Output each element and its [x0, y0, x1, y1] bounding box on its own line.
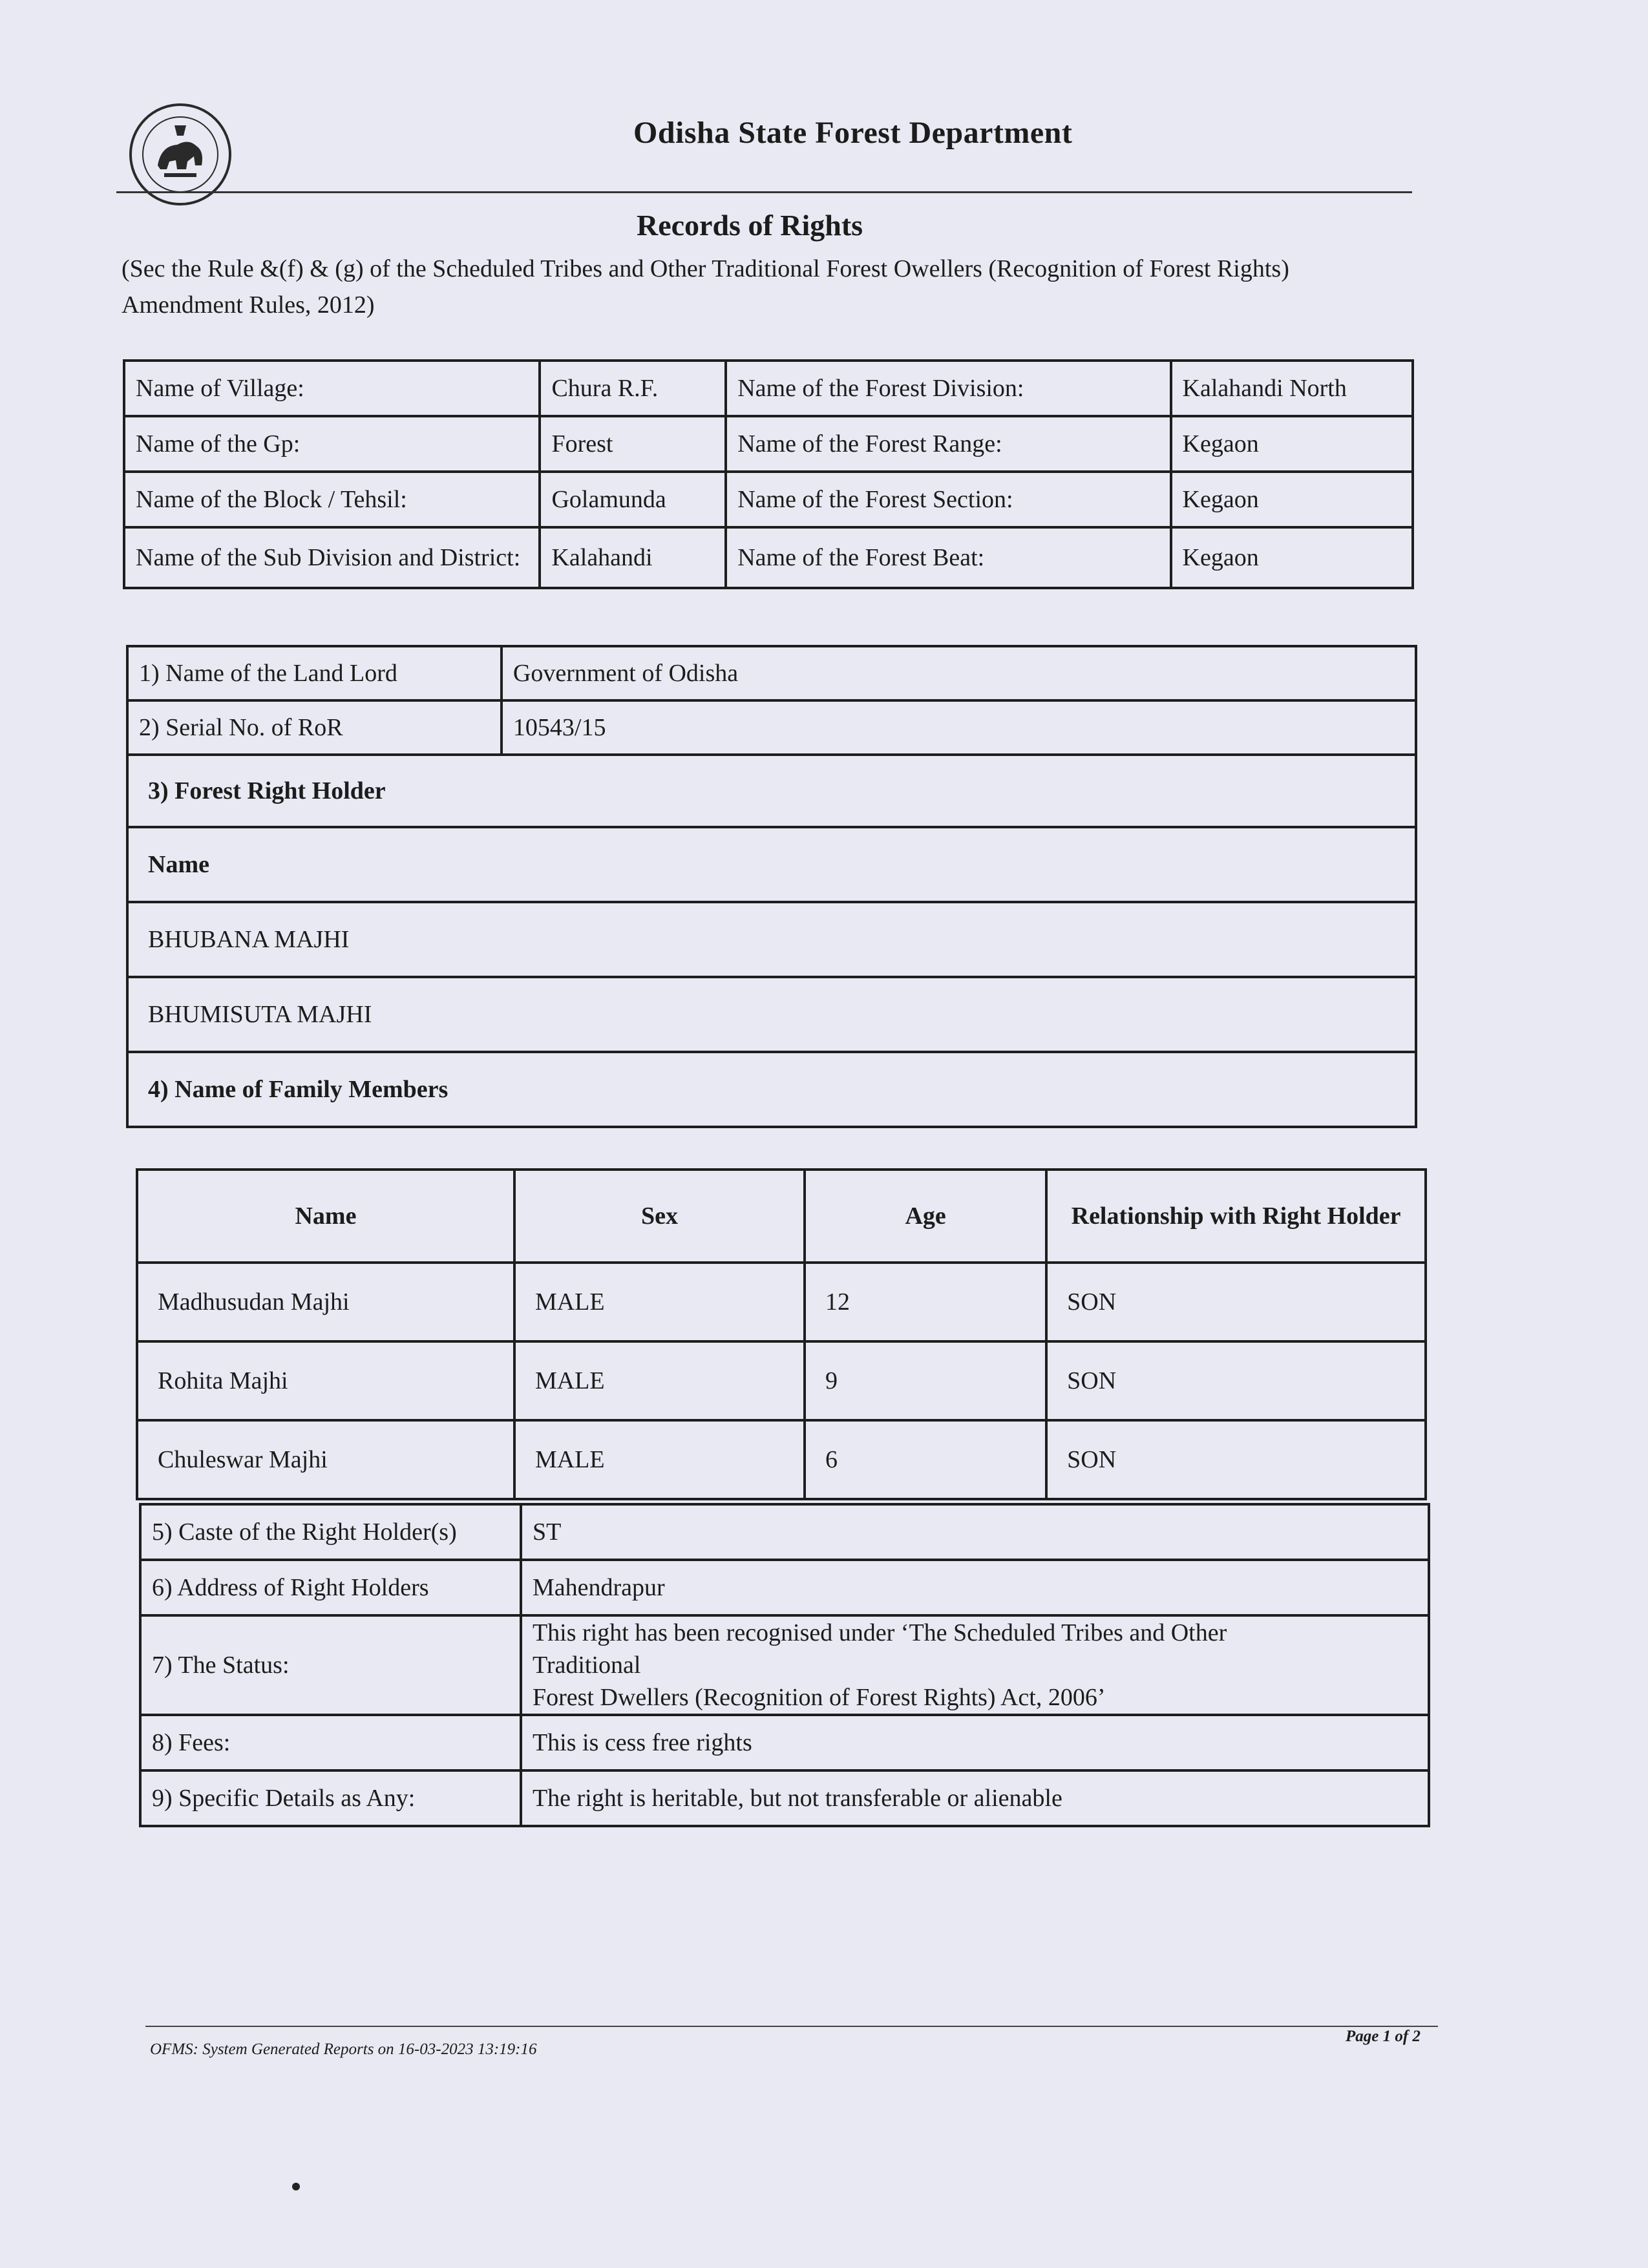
address-value: Mahendrapur	[521, 1560, 1429, 1615]
table-row	[137, 1420, 1426, 1499]
member-relationship: SON	[1046, 1420, 1426, 1499]
forest-section-value: Kegaon	[1171, 472, 1413, 527]
footer-generated-text: OFMS: System Generated Reports on 16-03-2023 13:19:16	[150, 2041, 537, 2058]
table-row	[140, 1715, 1429, 1770]
column-header-sex: Sex	[514, 1170, 805, 1263]
subdivision-label: Name of the Sub Division and District:	[124, 527, 540, 588]
forest-beat-label: Name of the Forest Beat:	[726, 527, 1170, 588]
address-label: 6) Address of Right Holders	[140, 1560, 521, 1615]
forest-range-label: Name of the Forest Range:	[726, 416, 1170, 472]
landlord-value: Government of Odisha	[502, 646, 1416, 700]
forest-right-holder-heading: 3) Forest Right Holder	[127, 755, 1416, 827]
table-row	[127, 700, 1416, 755]
member-age: 6	[805, 1420, 1046, 1499]
member-relationship: SON	[1046, 1341, 1426, 1420]
status-line: Traditional	[532, 1652, 641, 1679]
holder-name: BHUBANA MAJHI	[127, 902, 1416, 977]
forest-range-value: Kegaon	[1171, 416, 1413, 472]
table-row	[140, 1615, 1429, 1715]
member-sex: MALE	[514, 1341, 805, 1420]
table-row	[127, 755, 1416, 827]
document-title: Records of Rights	[637, 209, 863, 242]
subdivision-value: Kalahandi	[540, 527, 726, 588]
document-subtitle: (Sec the Rule &(f) & (g) of the Scheduled Tribes and Other Traditional Forest Owellers (Recognition of Forest Rights) Amendment Rules, 2012)	[121, 255, 1289, 319]
table-row	[127, 646, 1416, 700]
table-header-row	[137, 1170, 1426, 1263]
column-header-age: Age	[805, 1170, 1046, 1263]
member-age: 9	[805, 1341, 1046, 1420]
table-row	[127, 902, 1416, 977]
specific-details-label: 9) Specific Details as Any:	[140, 1770, 521, 1826]
status-line: Forest Dwellers (Recognition of Forest Rights) Act, 2006’	[532, 1684, 1106, 1711]
details-table	[139, 1503, 1430, 1827]
table-row	[140, 1560, 1429, 1615]
table-row	[137, 1263, 1426, 1341]
member-relationship: SON	[1046, 1263, 1426, 1341]
landlord-label: 1) Name of the Land Lord	[127, 646, 502, 700]
table-row	[124, 416, 1413, 472]
village-value: Chura R.F.	[540, 361, 726, 416]
block-value: Golamunda	[540, 472, 726, 527]
forest-division-label: Name of the Forest Division:	[726, 361, 1170, 416]
serial-label: 2) Serial No. of RoR	[127, 700, 502, 755]
holder-name: BHUMISUTA MAJHI	[127, 977, 1416, 1052]
table-row	[124, 527, 1413, 588]
table-row	[127, 977, 1416, 1052]
member-sex: MALE	[514, 1263, 805, 1341]
record-table	[126, 645, 1417, 1128]
table-row	[137, 1341, 1426, 1420]
family-members-table	[136, 1168, 1427, 1500]
status-value	[521, 1615, 1429, 1715]
member-name: Rohita Majhi	[137, 1341, 514, 1420]
holder-name-heading: Name	[127, 827, 1416, 902]
member-age: 12	[805, 1263, 1046, 1341]
fees-label: 8) Fees:	[140, 1715, 521, 1770]
table-row	[127, 827, 1416, 902]
forest-section-label: Name of the Forest Section:	[726, 472, 1170, 527]
gp-value: Forest	[540, 416, 726, 472]
serial-value: 10543/15	[502, 700, 1416, 755]
scan-mark	[292, 2183, 300, 2190]
odisha-state-emblem-icon	[129, 103, 231, 205]
header-divider	[116, 191, 1412, 193]
caste-label: 5) Caste of the Right Holder(s)	[140, 1504, 521, 1560]
member-name: Chuleswar Majhi	[137, 1420, 514, 1499]
page-number: Page 1 of 2	[1346, 2028, 1421, 2045]
status-label: 7) The Status:	[140, 1615, 521, 1715]
village-label: Name of Village:	[124, 361, 540, 416]
location-table	[123, 359, 1414, 589]
table-row	[127, 1052, 1416, 1127]
member-sex: MALE	[514, 1420, 805, 1499]
family-members-heading: 4) Name of Family Members	[127, 1052, 1416, 1127]
block-label: Name of the Block / Tehsil:	[124, 472, 540, 527]
gp-label: Name of the Gp:	[124, 416, 540, 472]
table-row	[140, 1504, 1429, 1560]
column-header-relationship: Relationship with Right Holder	[1046, 1170, 1426, 1263]
forest-beat-value: Kegaon	[1171, 527, 1413, 588]
footer-divider	[145, 2026, 1438, 2027]
fees-value: This is cess free rights	[521, 1715, 1429, 1770]
table-row	[140, 1770, 1429, 1826]
table-row	[124, 361, 1413, 416]
department-title: Odisha State Forest Department	[633, 116, 1073, 150]
caste-value: ST	[521, 1504, 1429, 1560]
specific-details-value: The right is heritable, but not transferable or alienable	[521, 1770, 1429, 1826]
status-line: This right has been recognised under ‘The Scheduled Tribes and Other	[532, 1619, 1227, 1646]
column-header-name: Name	[137, 1170, 514, 1263]
table-row	[124, 472, 1413, 527]
forest-division-value: Kalahandi North	[1171, 361, 1413, 416]
member-name: Madhusudan Majhi	[137, 1263, 514, 1341]
